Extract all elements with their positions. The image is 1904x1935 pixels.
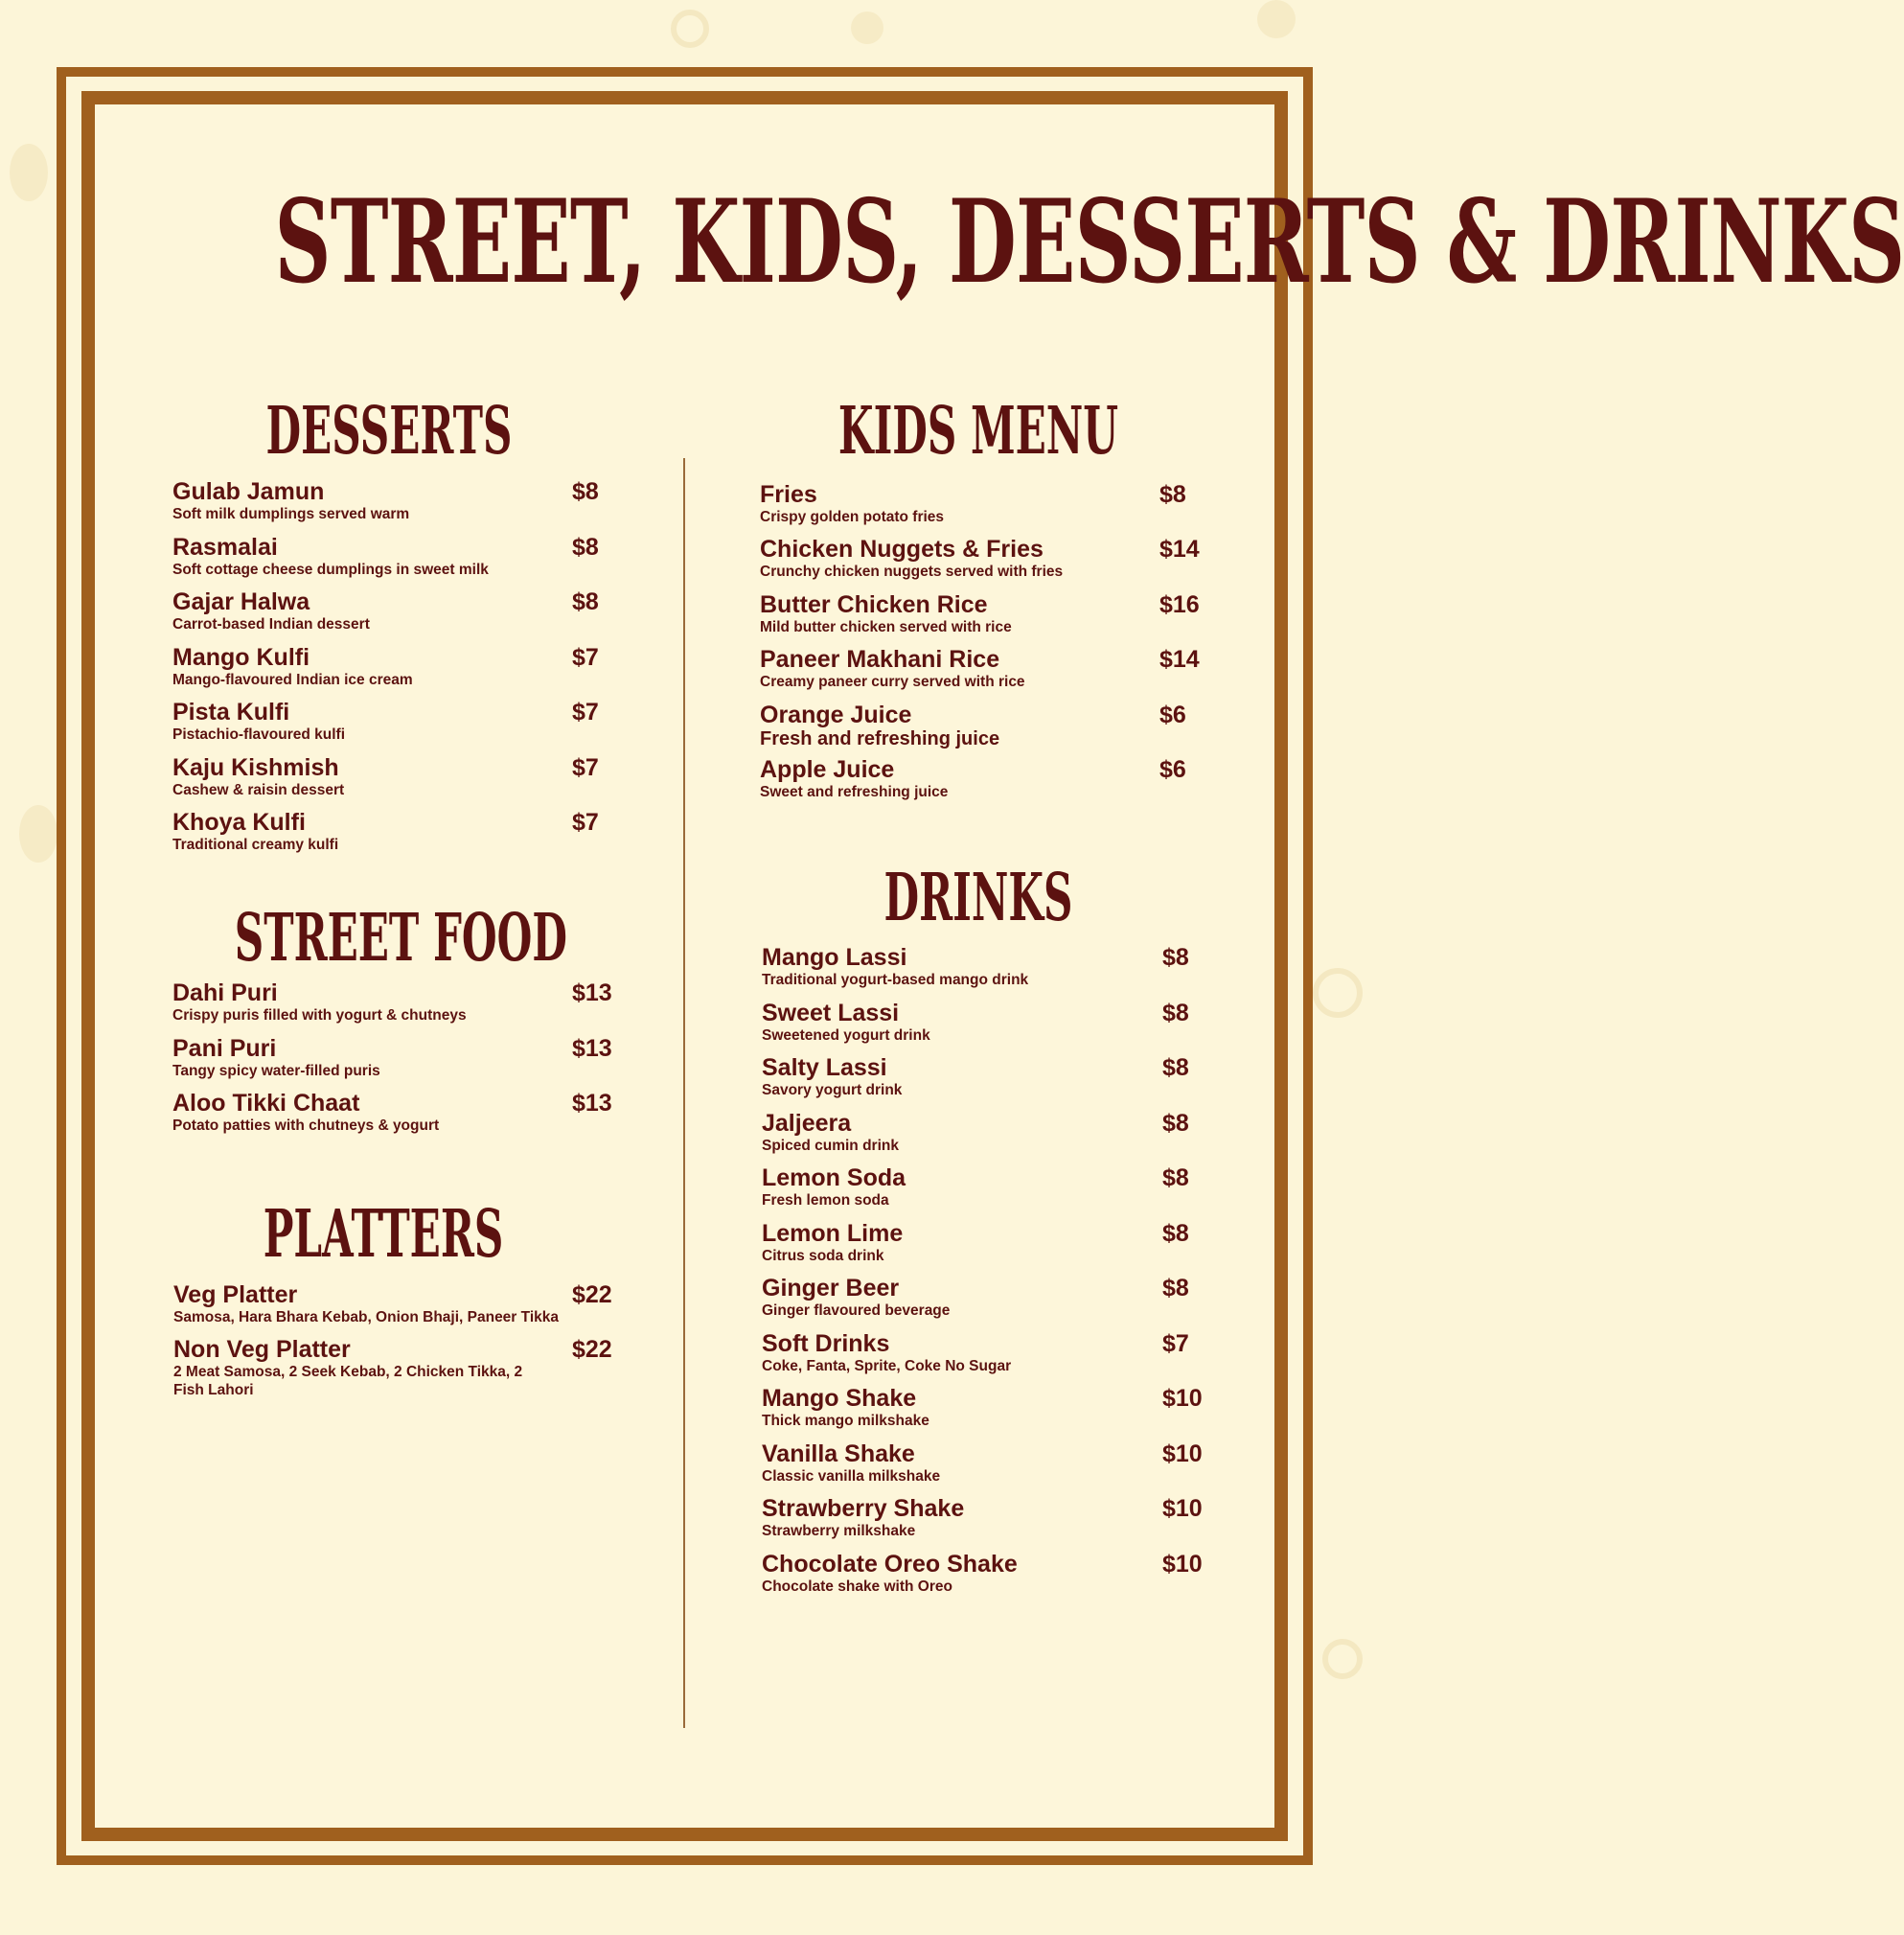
item-name: Pista Kulfi	[172, 699, 290, 726]
item-name: Ginger Beer	[762, 1275, 900, 1302]
item-price: $8	[1162, 1110, 1189, 1137]
item-price: $14	[1159, 536, 1200, 563]
background-decoration	[1322, 1639, 1363, 1679]
item-name: Aloo Tikki Chaat	[172, 1090, 360, 1117]
item-price: $8	[1162, 1275, 1189, 1302]
page-title: STREET, KIDS, DESSERTS & DRINKS	[274, 174, 1904, 310]
item-price: $10	[1162, 1551, 1203, 1578]
item-name: Veg Platter	[173, 1281, 298, 1308]
item-name: Fries	[760, 481, 817, 508]
item-description: Sweetened yogurt drink	[762, 1027, 930, 1044]
item-description: Traditional yogurt-based mango drink	[762, 972, 1029, 988]
item-name: Mango Kulfi	[172, 644, 310, 671]
item-price: $6	[1159, 702, 1186, 728]
item-description: Creamy paneer curry served with rice	[760, 674, 1025, 690]
item-price: $8	[572, 588, 599, 615]
item-name: Jaljeera	[762, 1110, 852, 1137]
item-price: $22	[572, 1281, 612, 1308]
item-description: Sweet and refreshing juice	[760, 784, 949, 800]
item-price: $8	[1159, 481, 1186, 508]
background-decoration	[671, 10, 709, 48]
item-description: Soft milk dumplings served warm	[172, 506, 410, 522]
item-price: $8	[1162, 944, 1189, 971]
item-name: Gajar Halwa	[172, 588, 310, 615]
item-description: Spiced cumin drink	[762, 1138, 899, 1154]
item-description: Classic vanilla milkshake	[762, 1468, 941, 1485]
item-name: Dahi Puri	[172, 979, 278, 1006]
item-description: Crispy puris filled with yogurt & chutneys	[172, 1007, 467, 1024]
item-description: Strawberry milkshake	[762, 1523, 916, 1539]
column-divider	[683, 458, 685, 1728]
item-description: Citrus soda drink	[762, 1248, 884, 1264]
item-name: Non Veg Platter	[173, 1336, 351, 1363]
item-price: $22	[572, 1336, 612, 1363]
item-description: 2 Meat Samosa, 2 Seek Kebab, 2 Chicken Tikka, 2 Fish Lahori	[173, 1364, 523, 1398]
item-price: $8	[1162, 1000, 1189, 1026]
item-price: $10	[1162, 1495, 1203, 1522]
background-decoration	[851, 12, 883, 44]
kids-menu-heading: KIDS MENU	[837, 393, 1119, 470]
item-name: Paneer Makhani Rice	[760, 646, 1000, 673]
item-name: Salty Lassi	[762, 1054, 887, 1081]
item-price: $7	[572, 754, 599, 781]
item-description: Traditional creamy kulfi	[172, 837, 339, 853]
background-decoration	[1313, 968, 1363, 1018]
desserts-heading: DESSERTS	[265, 393, 513, 470]
item-description: Fresh and refreshing juice	[760, 728, 1000, 749]
item-description: Ginger flavoured beverage	[762, 1302, 951, 1319]
platters-heading: PLATTERS	[263, 1196, 504, 1273]
background-decoration	[1257, 0, 1296, 38]
item-price: $8	[1162, 1220, 1189, 1247]
item-description: Potato patties with chutneys & yogurt	[172, 1117, 440, 1134]
item-name: Mango Shake	[762, 1385, 917, 1412]
item-price: $8	[572, 534, 599, 561]
item-description: Crispy golden potato fries	[760, 509, 945, 525]
item-name: Orange Juice	[760, 702, 912, 728]
item-price: $8	[1162, 1164, 1189, 1191]
item-price: $8	[572, 478, 599, 505]
item-description: Thick mango milkshake	[762, 1413, 929, 1429]
drinks-heading: DRINKS	[883, 860, 1073, 936]
item-name: Lemon Lime	[762, 1220, 904, 1247]
item-price: $13	[572, 979, 612, 1006]
item-price: $7	[572, 644, 599, 671]
item-price: $7	[572, 809, 599, 836]
item-name: Vanilla Shake	[762, 1440, 915, 1467]
item-name: Butter Chicken Rice	[760, 591, 988, 618]
item-price: $16	[1159, 591, 1200, 618]
street-food-heading: STREET FOOD	[234, 900, 567, 977]
item-description: Cashew & raisin dessert	[172, 782, 345, 798]
item-name: Lemon Soda	[762, 1164, 906, 1191]
background-decoration	[10, 144, 48, 201]
item-name: Strawberry Shake	[762, 1495, 965, 1522]
item-description: Tangy spicy water-filled puris	[172, 1063, 380, 1079]
item-name: Chocolate Oreo Shake	[762, 1551, 1018, 1578]
item-price: $14	[1159, 646, 1200, 673]
item-description: Samosa, Hara Bhara Kebab, Onion Bhaji, Paneer Tikka	[173, 1309, 560, 1325]
item-name: Sweet Lassi	[762, 1000, 900, 1026]
item-description: Soft cottage cheese dumplings in sweet milk	[172, 562, 489, 578]
item-description: Mild butter chicken served with rice	[760, 619, 1012, 635]
background-decoration	[19, 805, 57, 863]
item-description: Savory yogurt drink	[762, 1082, 903, 1098]
item-description: Mango-flavoured Indian ice cream	[172, 672, 413, 688]
item-price: $10	[1162, 1385, 1203, 1412]
item-name: Rasmalai	[172, 534, 278, 561]
item-description: Pistachio-flavoured kulfi	[172, 726, 346, 743]
item-name: Soft Drinks	[762, 1330, 890, 1357]
item-name: Chicken Nuggets & Fries	[760, 536, 1044, 563]
item-description: Crunchy chicken nuggets served with fries	[760, 564, 1064, 580]
item-name: Mango Lassi	[762, 944, 907, 971]
item-price: $13	[572, 1035, 612, 1062]
item-name: Khoya Kulfi	[172, 809, 306, 836]
item-description: Chocolate shake with Oreo	[762, 1578, 952, 1595]
item-name: Gulab Jamun	[172, 478, 325, 505]
item-name: Pani Puri	[172, 1035, 277, 1062]
item-price: $7	[1162, 1330, 1189, 1357]
item-name: Kaju Kishmish	[172, 754, 339, 781]
item-description: Carrot-based Indian dessert	[172, 616, 370, 633]
item-name: Apple Juice	[760, 756, 895, 783]
item-description: Coke, Fanta, Sprite, Coke No Sugar	[762, 1358, 1012, 1374]
item-price: $10	[1162, 1440, 1203, 1467]
item-price: $7	[572, 699, 599, 726]
item-price: $13	[572, 1090, 612, 1117]
item-description: Fresh lemon soda	[762, 1192, 889, 1209]
item-price: $8	[1162, 1054, 1189, 1081]
item-price: $6	[1159, 756, 1186, 783]
